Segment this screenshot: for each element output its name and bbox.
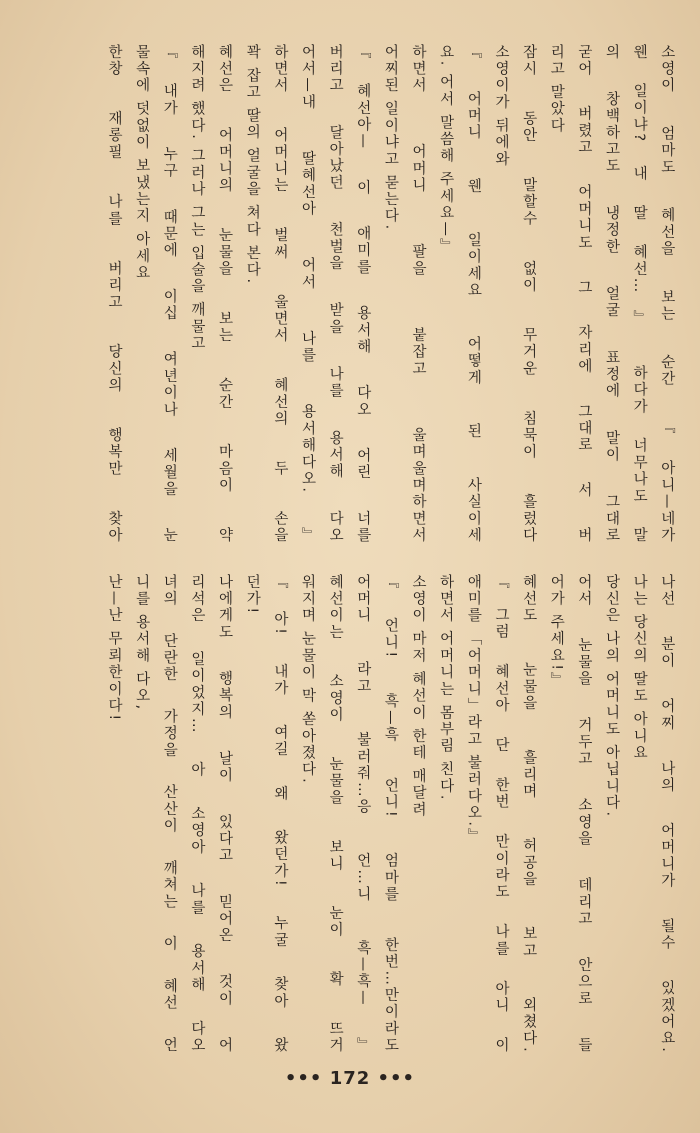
- text-column: 소영이 마저 혜선이 한테 매달려: [410, 574, 427, 819]
- text-column: 꽉 잡고 딸의 얼굴을 쳐다 본다.: [244, 44, 261, 286]
- text-column: 나선 분이 어찌 나의 어머니가 될수 있겠어요.: [658, 574, 675, 1054]
- text-column: 워지며 눈물이 막 쏟아졌다.: [299, 574, 316, 785]
- text-column: 난—난 무뢰한이다!: [106, 574, 122, 723]
- text-column: 『그럼 혜선아 단 한번 만이라도 나를 아니 이: [492, 574, 509, 1054]
- text-column: 굳어 버렸고 어머니도 그 자리에 그대로 서 버: [575, 44, 592, 544]
- text-column: 하면서 어머니 팔을 붙잡고 울며울며하면서: [410, 44, 427, 544]
- bottom-text-block: [100, 574, 680, 1054]
- text-column: 버리고 달아났던 천벌을 받을 나를 용서해 다오: [327, 44, 344, 544]
- text-column: 혜선도 눈물을 흘리며 허공을 보고 외쳤다.: [520, 574, 537, 1054]
- text-column: 당신은 나의 어머니도 아닙니다.: [603, 574, 620, 819]
- text-column: 해지려 했다. 그러나 그는 입술을 깨물고: [188, 44, 205, 353]
- text-column: 한창 재롱필 나를 버리고 당신의 행복만 찾아: [106, 44, 122, 544]
- text-column: 『아! 내가 여길 왜 왔던가! 누굴 찾아 왔: [271, 574, 288, 1054]
- text-column: 소영이 엄마도 혜선을 보는 순간 『아니—네가: [658, 44, 675, 544]
- text-column: 잠시 동안 말할수 없이 무거운 침묵이 흘렀다: [520, 44, 537, 544]
- text-column: 리고 말았다: [548, 44, 565, 135]
- text-column: 하면서 어머니는 몸부림 친다.: [437, 574, 454, 802]
- text-column: 『어머니 웬 일이세요 어떻게 된 사실이세: [465, 44, 482, 544]
- text-column: 혜선은 어머니의 눈물을 보는 순간 마음이 약: [216, 44, 233, 544]
- text-column: 『내가 누구 때문에 이십 여년이나 세월을 눈: [161, 44, 178, 544]
- text-column: 나는 당신의 딸도 아니요: [631, 574, 648, 762]
- text-column: 하면서 어머니는 벌써 울면서 혜선의 두 손을: [271, 44, 288, 544]
- text-column: 어찌된 일이냐고 묻는다.: [382, 44, 399, 232]
- text-column: 애미를 「어머니」라고 불러다오.』: [465, 574, 482, 845]
- text-column: 요. 어서 말씀해 주세요—』: [437, 44, 454, 255]
- top-text-block: [100, 44, 680, 544]
- text-column: 던가!: [244, 574, 261, 616]
- text-column: 웬 일이냐? 내 딸 혜선…』 하다가 너무나도 말: [631, 44, 648, 544]
- text-column: 어서 눈물을 거두고 소영을 데리고 안으로 들: [575, 574, 592, 1054]
- text-column: 어가 주세요!』: [548, 574, 565, 690]
- text-column: 어머니 라고 불러줘…응 언…니 흑—흑—』: [354, 574, 371, 1054]
- text-column: 나에게도 행복의 날이 있다고 믿어온 것이 어: [216, 574, 233, 1054]
- text-column: 녀의 단란한 가정을 산산이 깨쳐는 이 혜선 언: [161, 574, 178, 1054]
- page-number: ••• 172 •••: [284, 1068, 416, 1089]
- text-column: 물속에 덧없이 보냈는지 아세요: [133, 44, 150, 282]
- text-column: 의 창백하고도 냉정한 얼굴 표정에 말이 그대로: [603, 44, 620, 544]
- text-column: 어서—내 딸혜선아 어서 나를 용서해다오.』: [299, 44, 316, 544]
- text-column: 혜선이는 소영이 눈물을 보니 눈이 확 뜨거: [327, 574, 344, 1054]
- text-column: 『언니! 흑—흑 언니! 엄마를 한번…만이라도: [382, 574, 399, 1054]
- text-column: 『혜선아— 이 애미를 용서해 다오 어린 너를: [354, 44, 371, 544]
- text-column: 니를 용서해 다오,: [133, 574, 150, 712]
- text-column: 리석은 일이었지… 아 소영아 나를 용서해 다오: [188, 574, 205, 1054]
- text-column: 소영이가 뒤에와: [492, 44, 509, 168]
